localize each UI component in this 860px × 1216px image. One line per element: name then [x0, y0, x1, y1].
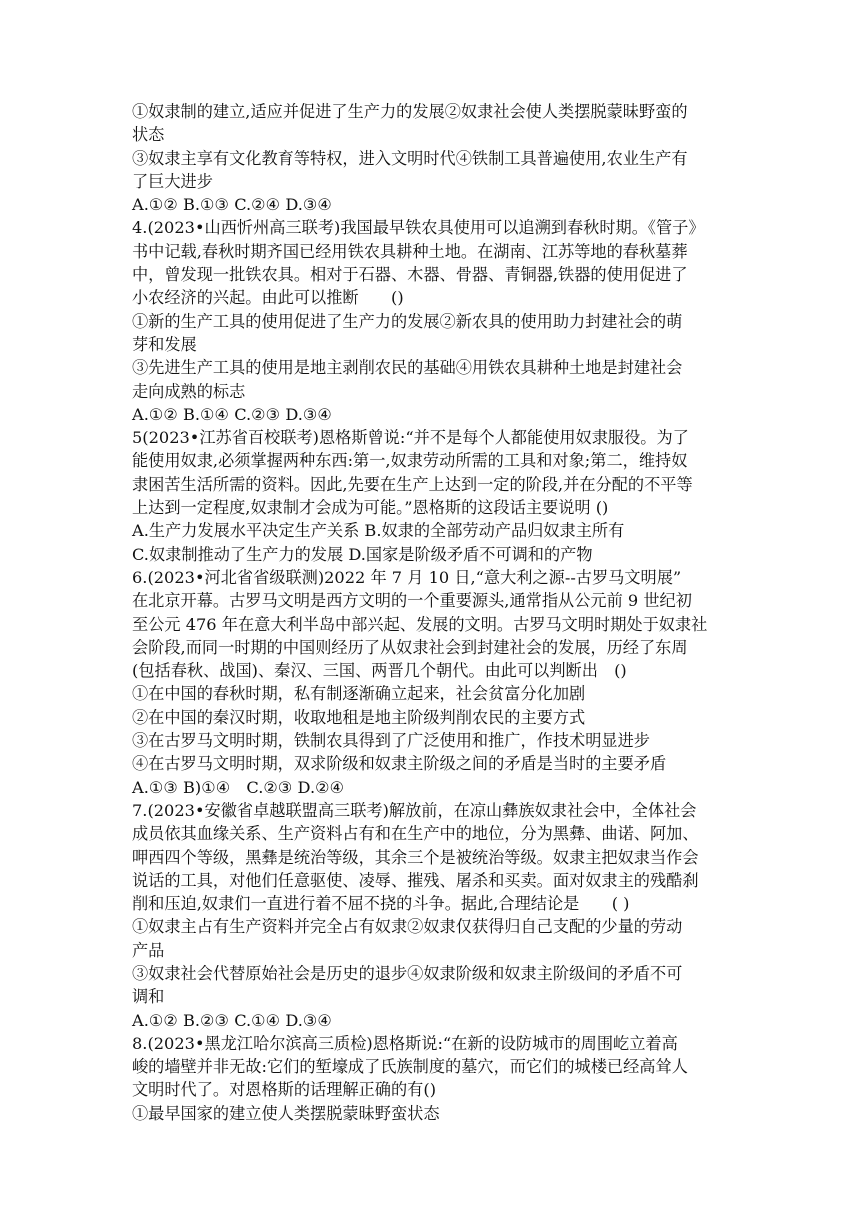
text-line: 会阶段,而同一时期的中国则经历了从奴隶社会到封建社会的发展，历经了东周: [132, 637, 688, 657]
text-line: 隶困苦生活所需的资料。因此,先要在生产上达到一定的阶段,并在分配的不平等: [132, 474, 693, 494]
document-page: [132, 100, 732, 1125]
text-line: 削和压迫,奴隶们一直进行着不屈不挠的斗争。据此,合理结论是 ( ): [132, 894, 630, 914]
text-line: 在北京开幕。古罗马文明是西方文明的一个重要源头,通常指从公元前 9 世纪初: [132, 591, 692, 611]
text-line: 至公元 476 年在意大利半岛中部兴起、发展的文明。古罗马文明时期处于奴隶社: [132, 614, 708, 634]
text-line: ③奴隶社会代替原始社会是历史的退步④奴隶阶级和奴隶主阶级间的矛盾不可: [132, 963, 683, 983]
text-line: 中，曾发现一批铁农具。相对于石器、木器、骨器、青铜器,铁器的使用促进了: [132, 265, 688, 285]
text-line: 产品: [132, 940, 165, 960]
text-line: ③奴隶主享有文化教育等特权，进入文明时代④铁制工具普遍使用,农业生产有: [132, 148, 688, 168]
text-line: C.奴隶制推动了生产力的发展 D.国家是阶级矛盾不可调和的产物: [132, 544, 593, 564]
text-line: 书中记载,春秋时期齐国已经用铁农具耕种土地。在湖南、江苏等地的春秋墓葬: [132, 241, 688, 261]
text-line: 文明时代了。对恩格斯的话理解正确的有(): [132, 1080, 437, 1100]
text-line: 呷西四个等级，黑彝是统治等级，其余三个是被统治等级。奴隶主把奴隶当作会: [132, 847, 699, 867]
text-line: 了巨大进步: [132, 171, 213, 191]
text-line: 上达到一定程度,奴隶制才会成为可能。”恩格斯的这段话主要说明 (): [132, 498, 609, 518]
text-line: A.①② B.①③ C.②④ D.③④: [132, 195, 332, 215]
text-line: A.①② B.②③ C.①④ D.③④: [132, 1010, 332, 1030]
text-line: A.①② B.①④ C.②③ D.③④: [132, 404, 332, 424]
text-line: ①奴隶主占有生产资料并完全占有奴隶②奴隶仅获得归自己支配的少量的劳动: [132, 917, 683, 937]
text-line: ①在中国的春秋时期，私有制逐渐确立起来，社会贫富分化加剧: [132, 684, 586, 704]
text-line: 说话的工具，对他们任意驱使、凌辱、摧残、屠杀和买卖。面对奴隶主的残酷刹: [132, 870, 699, 890]
text-line: 走向成熟的标志: [132, 381, 246, 401]
text-line: 调和: [132, 987, 165, 1007]
text-line: ④在古罗马文明时期，双求阶级和奴隶主阶级之间的矛盾是当时的主要矛盾: [132, 754, 667, 774]
text-line: A.生产力发展水平决定生产关系 B.奴隶的全部劳动产品归奴隶主所有: [132, 521, 625, 541]
text-line: ①最早国家的建立使人类摆脱蒙昧野蛮状态: [132, 1103, 440, 1123]
text-line: 峻的墙壁并非无故:它们的堑壕成了氏族制度的墓穴，而它们的城楼已经高耸人: [132, 1057, 688, 1077]
text-line: ③在古罗马文明时期，铁制农具得到了广泛使用和推广，作技术明显进步: [132, 731, 650, 751]
text-line: 小农经济的兴起。由此可以推断 (): [132, 288, 404, 308]
text-line: 芽和发展: [132, 334, 197, 354]
text-line: 6.(2023•河北省省级联测)2022 年 7 月 10 日,“意大利之源--古罗马文明展”: [132, 567, 682, 587]
text-line: ①奴隶制的建立,适应并促进了生产力的发展②奴隶社会使人类摆脱蒙昧野蛮的: [132, 102, 688, 121]
text-line: ③先进生产工具的使用是地主剥削农民的基础④用铁农具耕种土地是封建社会: [132, 358, 683, 378]
text-line: 成员依其血缘关系、生产资料占有和在生产中的地位，分为黑彝、曲诺、阿加、: [132, 824, 699, 844]
text-line: A.①③ B)①④ C.②③ D.②④: [132, 777, 345, 797]
text-line: 4.(2023•山西忻州高三联考)我国最早铁农具使用可以追溯到春秋时期。《管子》: [132, 218, 705, 238]
text-line: 5(2023•江苏省百校联考)恩格斯曾说:“并不是每个人都能使用奴隶服役。为了: [132, 428, 689, 448]
text-line: ①新的生产工具的使用促进了生产力的发展②新农具的使用助力封建社会的萌: [132, 311, 683, 331]
text-line: 状态: [132, 125, 165, 145]
text-line: 7.(2023•安徽省卓越联盟高三联考)解放前，在凉山彝族奴隶社会中，全体社会: [132, 800, 697, 820]
text-line: (包括春秋、战国)、秦汉、三国、两晋几个朝代。由此可以判断出 (): [132, 661, 627, 681]
text-line: 能使用奴隶,必须掌握两种东西:第一,奴隶劳动所需的工具和对象;第二，维持奴: [132, 451, 688, 471]
text-line: 8.(2023•黑龙江哈尔滨高三质检)恩格斯说:“在新的设防城市的周围屹立着高: [132, 1033, 678, 1053]
text-line: ②在中国的秦汉时期，收取地租是地主阶级判削农民的主要方式: [132, 707, 586, 727]
